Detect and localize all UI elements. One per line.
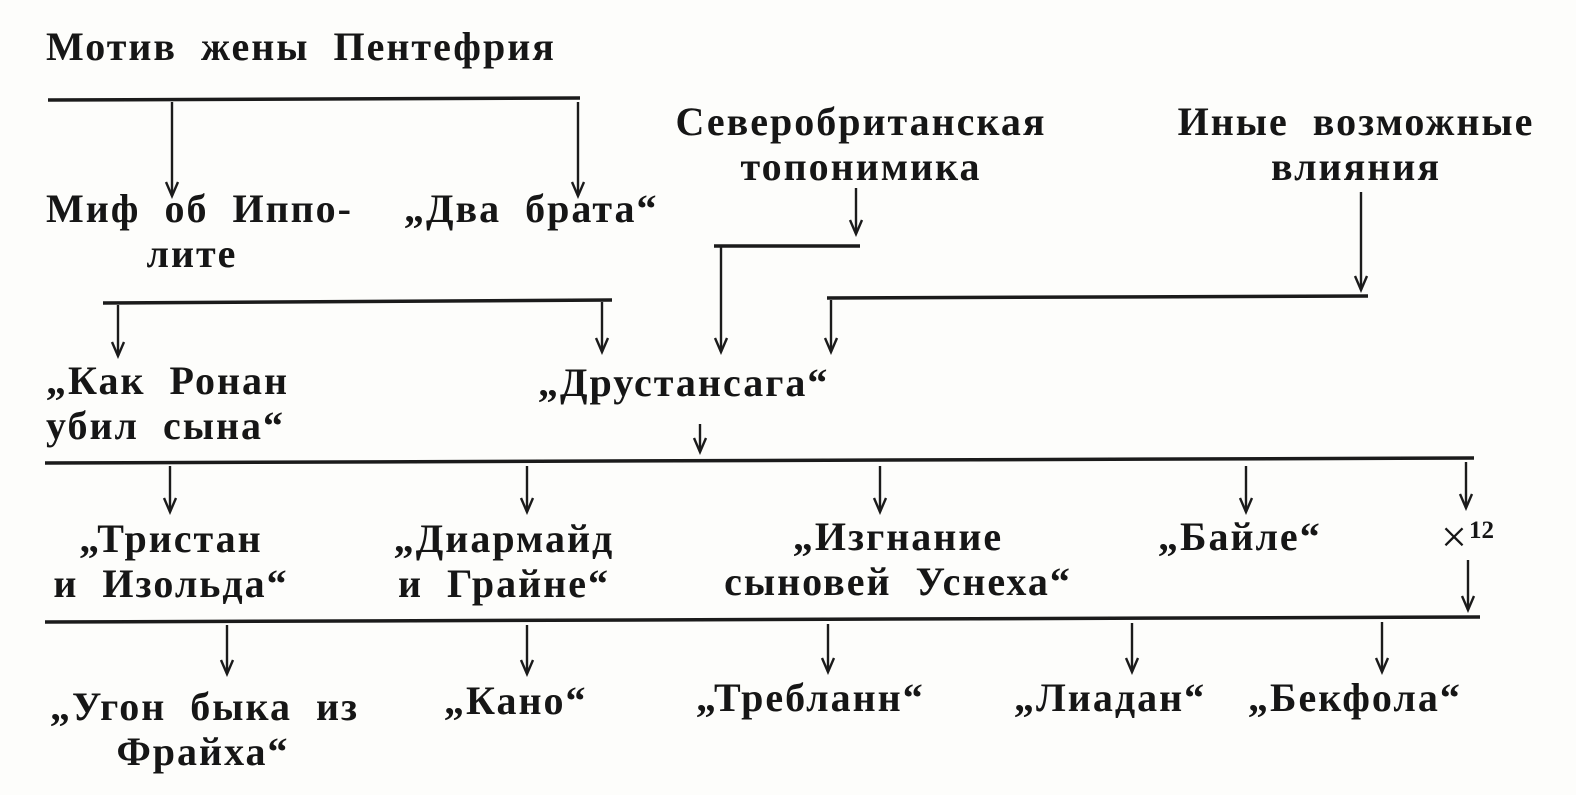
node-line: лите [146, 231, 238, 276]
node-north-british-toponymy [646, 99, 1076, 189]
cross-superscript: 12 [1468, 517, 1494, 544]
node-potiphar-wife-motif: Мотив жены Пентефрия [46, 24, 556, 69]
node-cano: „Кано“ [444, 678, 588, 723]
node-line: Миф об Иппо- [46, 186, 354, 231]
node-liadan: „Лиадан“ [1014, 675, 1207, 720]
node-unknown-source [1441, 508, 1494, 560]
node-other-possible-influences [1140, 99, 1572, 189]
node-line: и Изольда“ [53, 561, 289, 606]
node-drustan-saga: „Друстансага“ [538, 360, 830, 405]
rule-secondary-works [45, 617, 1480, 622]
node-line: „Изгнание [792, 514, 1004, 559]
node-line: Иные возможные [1177, 99, 1535, 144]
rule-left-sources [103, 300, 612, 303]
node-line: и Грайне“ [397, 561, 611, 606]
node-line: „Угон быка из [50, 684, 360, 729]
rule-under-potiphar-motif [48, 98, 580, 100]
cross-symbol: × [1441, 511, 1467, 562]
node-line: топонимика [740, 144, 982, 189]
node-treblann: „Требланн“ [696, 675, 925, 720]
node-line: убил сына“ [46, 403, 285, 448]
rule-drustan-descendants [45, 458, 1474, 463]
node-line: влияния [1271, 144, 1441, 189]
node-line: сыновей Уснеха“ [724, 559, 1072, 604]
node-diarmaid-and-grainne [390, 516, 618, 606]
node-becfola: „Бекфола“ [1248, 675, 1462, 720]
node-exile-of-sons-of-usnech [720, 514, 1076, 604]
node-line: „Как Ронан [46, 358, 290, 403]
node-line: Северобританская [675, 99, 1047, 144]
node-line: Фрайха“ [116, 729, 290, 774]
node-line: „Диармайд [393, 516, 615, 561]
node-two-brothers: „Два брата“ [404, 186, 659, 231]
node-tristan-and-isolde [48, 516, 294, 606]
node-baile: „Байле“ [1158, 514, 1322, 559]
node-how-ronan-killed-son [46, 358, 289, 448]
node-cattle-raid-of-fraich [50, 684, 360, 774]
rule-right-influences [827, 296, 1368, 298]
node-myth-of-hippolytus [46, 186, 354, 276]
node-line: „Тристан [79, 516, 263, 561]
